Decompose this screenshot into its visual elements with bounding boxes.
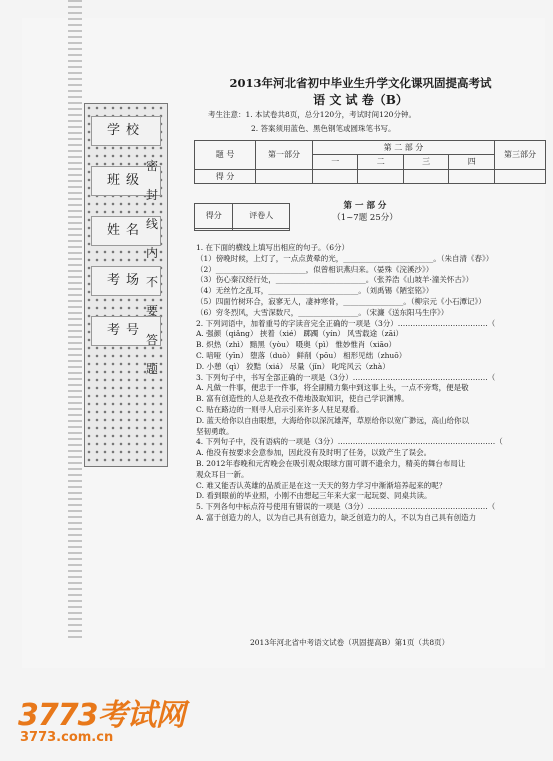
seal-char: 答: [145, 333, 158, 347]
part-title: 第 一 部 分: [343, 201, 387, 211]
score-table-header: 第三部分: [495, 141, 546, 170]
seal-char: 封: [145, 188, 158, 202]
question-line: B. 2012年春晚和元宵晚会在吸引观众眼球方面可谓不遗余力，精美的舞台布局让: [196, 458, 466, 468]
score-table: [194, 140, 546, 184]
score-table-header: 三: [403, 155, 448, 169]
notice-line: 1. 本试卷共8页，总分120分，考试时间120分钟。: [245, 110, 416, 119]
question-line: D. 看到眼前的毕业照，小刚不由想起三年来大家一起玩耍、同桌共读。: [196, 491, 432, 501]
question-line: D. 蓝天给你以自由眼想，大海给你以深沉雄浑，草原给你以宽广渺远，高山给你以: [196, 415, 470, 425]
question-line: （2）________________________，似曾相识燕归来。（晏殊《浣溪沙》）: [196, 264, 434, 274]
seal-char: 内: [145, 246, 158, 260]
score-table-header: 四: [449, 155, 495, 169]
exam-title: 2013年河北省初中毕业生升学文化课巩固提高考试: [229, 76, 492, 90]
score-table-header: 一: [313, 155, 358, 169]
notice-line: 2. 答案须用蓝色、黑色钢笔或圆珠笔书写。: [251, 124, 396, 133]
page-footer: 2013年河北省中考语文试卷（巩固提高B）第1页（共8页）: [250, 638, 450, 647]
room-label: 考场: [91, 266, 161, 296]
notice-label: 考生注意：: [208, 110, 246, 119]
score-cell: [449, 169, 495, 183]
question-line: 坚韧勇敢。: [196, 426, 234, 436]
notice-block: [208, 108, 416, 136]
rater-cell: [233, 228, 290, 230]
name-label: 姓名: [91, 216, 161, 246]
score-cell: [256, 169, 313, 183]
score-cell: [358, 169, 403, 183]
question-line: B. 富有创造性的人总是孜孜不倦地汲取知识，使自己学识渊博。: [196, 394, 409, 404]
school-label: 学校: [91, 116, 161, 146]
watermark-url: 3773.com.cn: [20, 730, 114, 745]
exam-subtitle: 语 文 试 卷（B）: [313, 93, 408, 107]
score-cell: [313, 169, 358, 183]
score-table-header: 第 二 部 分: [313, 141, 495, 155]
number-label: 考号: [91, 316, 161, 346]
rater-score-label: 得分: [195, 204, 233, 229]
seal-char: 线: [145, 217, 158, 231]
question-line: B. 炽热（zhì） 黯黑（yòu） 嗫奥（pì） 惟妙惟肖（xiāo）: [196, 340, 397, 350]
part-range: （1~7题 25分）: [332, 213, 398, 223]
seal-line-text: [144, 160, 160, 392]
question-line: 5. 下列各句中标点符号使用有错误的一项是（3分）…………………………………………（: [196, 502, 496, 512]
seal-char: 题: [145, 362, 158, 376]
question-line: A. 凡做一件事，便忠于一件事，将全副精力集中到这事上头，一点不旁骛，便是敬: [196, 383, 469, 393]
binding-stripe: [68, 0, 82, 640]
question-line: （1）傍晚时候，上灯了，一点点黄晕的光，________________________。（朱自清《春》）: [196, 253, 494, 263]
question-line: C. 贴在路边的一则寻人启示引来许多人驻足观看。: [196, 404, 364, 414]
watermark-logo: 3773考试网: [18, 698, 185, 733]
question-line: C. 难又能否认英雄的品质正是在这一天天的努力学习中渐渐培养起来的呢？: [196, 480, 447, 490]
question-line: 4. 下列句子中，没有语病的一项是（3分）………………………………………………………（: [196, 437, 503, 447]
score-cell: [495, 169, 546, 183]
rater-cell: [195, 228, 233, 230]
seal-char: 要: [145, 304, 158, 318]
score-table-header: 第一部分: [256, 141, 313, 170]
question-line: C. 喑哑（yīn） 堕落（duò） 鲜削（pōu） 相形见绌（zhuō）: [196, 350, 407, 360]
question-body: [196, 243, 552, 524]
part-heading: [300, 200, 430, 224]
question-line: （3）伤心秦汉经行处，________________________。（张养浩《山坡羊·潼关怀古》）: [196, 275, 474, 285]
question-line: 2. 下列词语中，加着重号的字读音完全正确的一项是（3分）………………………………（: [196, 318, 496, 328]
seal-char: 密: [145, 159, 158, 173]
question-line: 3. 下列句子中，书写全部正确的一项是（3分）………………………………………………（: [196, 372, 496, 382]
question-line: 观众耳目一新。: [196, 469, 249, 479]
question-line: （5）四面竹树环合，寂寥无人，凄神寒骨，________________。（柳宗元《小石潭记》）: [196, 296, 486, 306]
rater-table: [194, 203, 290, 231]
question-line: A. 强颜（qiǎng） 挟着（xié） 踯躅（yín） 风雪载途（zāi）: [196, 329, 403, 339]
question-line: D. 小憩（qì） 狡黠（xiá） 尽量（jǐn） 叱咤风云（zhà）: [196, 361, 390, 371]
score-cell: [403, 169, 448, 183]
rater-label: 评卷人: [233, 204, 290, 229]
class-label: 班级: [91, 166, 161, 196]
question-line: （4）无丝竹之乱耳，________________________。（刘禹锡《陋室铭》）: [196, 286, 434, 296]
question-line: A. 富于创造力的人，以为自己具有创造力，缺乏创造力的人，不以为自己具有创造力: [196, 512, 477, 522]
score-row-label: 得 分: [195, 169, 256, 183]
question-line: （6）穷冬烈风，大雪深数尺，________________。（宋濂《送东阳马生序》）: [196, 307, 449, 317]
question-line: A. 他没有按要求会意参加，因此没有及时明了任务，以致产生了误会。: [196, 448, 432, 458]
score-table-header: 二: [358, 155, 403, 169]
seal-char: 不: [145, 275, 158, 289]
question-line: 1. 在下面的横线上填写出相应的句子。（6分）: [196, 243, 350, 252]
score-table-header: 题 号: [195, 141, 256, 170]
